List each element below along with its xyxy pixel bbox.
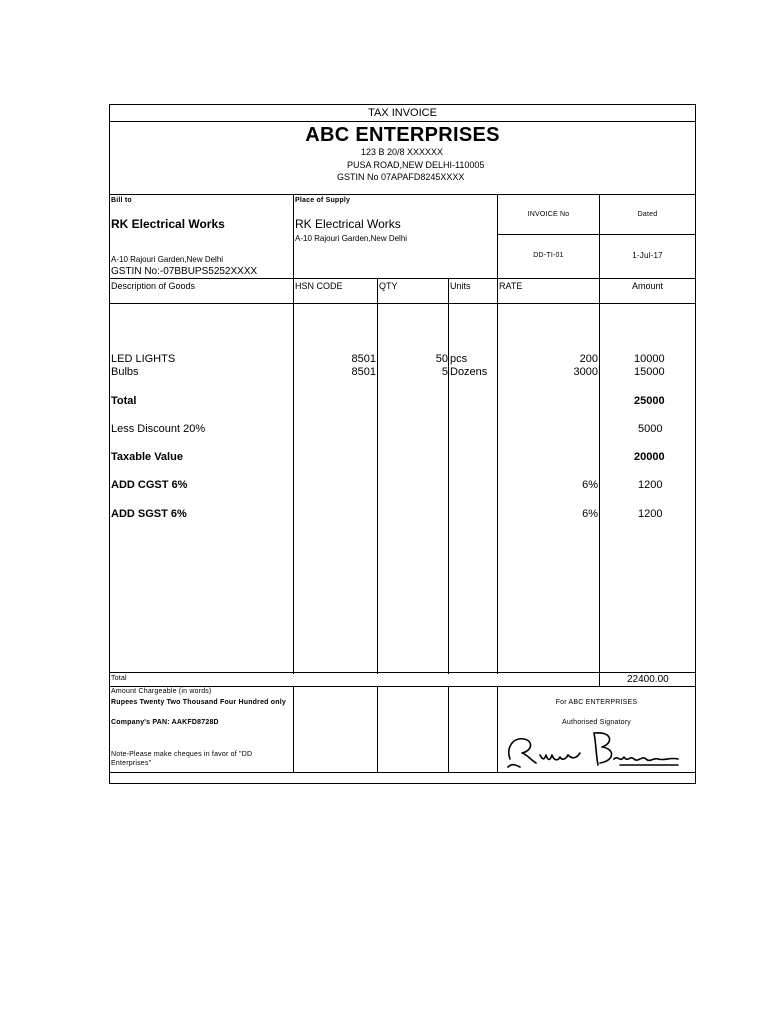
rule-billto-divider [293,194,294,278]
place-of-supply-label: Place of Supply [295,197,351,204]
amount-words-label: Amount Chargeable (in words) [111,688,212,695]
rule-col-units [448,278,449,674]
place-of-supply-name: RK Electrical Works [295,217,401,231]
bill-to-gstin: GSTIN No:-07BBUPS5252XXXX [111,266,258,277]
bill-to-name: RK Electrical Works [111,217,225,231]
sgst-value: 1200 [638,508,663,520]
col-units: Units [450,281,471,291]
discount-value: 5000 [638,423,663,435]
rule-col-qty [377,278,378,674]
place-of-supply-address: A-10 Rajouri Garden,New Delhi [295,234,408,243]
sgst-rate: 6% [582,508,598,520]
item-amount: 15000 [634,366,665,378]
rule-col-amount [599,278,600,687]
company-gstin: GSTIN No 07APAFD8245XXXX [337,172,465,182]
cgst-value: 1200 [638,479,663,491]
subtotal-value: 25000 [634,395,665,407]
rule-total-bottom [110,686,695,687]
col-amount: Amount [632,281,664,291]
address-line-1: 123 B 20/8 XXXXXX [361,147,444,157]
rule-invoice-meta [497,234,695,235]
col-description: Description of Goods [111,281,196,291]
rule-title [110,121,695,122]
rule-meta-left [497,194,498,278]
amount-in-words: Rupees Twenty Two Thousand Four Hundred only [111,699,286,706]
item-units: pcs [450,353,468,365]
item-hsn: 8501 [351,366,376,378]
rule-meta-mid [599,194,600,278]
discount-label: Less Discount 20% [111,423,206,435]
rule-foot-2 [377,686,378,773]
item-units: Dozens [450,366,488,378]
for-company: For ABC ENTERPRISES [555,699,638,706]
rule-foot-1 [293,686,294,773]
rule-foot-3 [448,686,449,773]
bill-to-label: Bill to [111,197,132,204]
dated-value: 1-Jul-17 [632,251,663,260]
item-hsn: 8501 [351,353,376,365]
col-rate: RATE [499,281,523,291]
rule-columns-top [110,278,695,279]
invoice-frame [109,104,696,784]
invoice-no-value: DD-TI-01 [533,252,564,259]
rule-col-rate [497,278,498,674]
doc-title: TAX INVOICE [368,107,437,119]
taxable-label: Taxable Value [111,451,183,463]
cgst-rate: 6% [582,479,598,491]
cheque-note-line-1: Note-Please make cheques in favor of "DD [111,751,253,758]
authorised-signatory: Authorised Signatory [562,719,631,726]
rule-footer-bottom [110,772,695,773]
grand-total-value: 22400.00 [627,674,669,685]
rule-header [110,194,695,195]
item-qty: 5 [441,366,448,378]
col-qty: QTY [379,281,398,291]
company-pan: Company's PAN: AAKFD8728D [111,719,219,726]
invoice-no-label: INVOICE No [527,211,570,218]
dated-label: Dated [637,211,658,218]
col-hsn: HSN CODE [295,281,343,291]
cheque-note-line-2: Enterprises" [111,760,152,767]
address-line-2: PUSA ROAD,NEW DELHI-110005 [347,160,485,170]
grand-total-label: Total [111,675,127,682]
item-rate: 3000 [573,366,598,378]
sgst-label: ADD SGST 6% [111,508,187,520]
taxable-value: 20000 [634,451,665,463]
item-description: LED LIGHTS [111,353,176,365]
rule-total-top [110,672,695,673]
subtotal-label: Total [111,395,137,407]
item-rate: 200 [579,353,598,365]
company-name: ABC ENTERPRISES [305,124,500,146]
rule-col-hsn [293,278,294,674]
bill-to-address: A-10 Rajouri Garden,New Delhi [111,255,224,264]
item-amount: 10000 [634,353,665,365]
signature-image [502,729,687,771]
item-qty: 50 [435,353,448,365]
cgst-label: ADD CGST 6% [111,479,188,491]
item-description: Bulbs [111,366,139,378]
rule-columns-bottom [110,303,695,304]
